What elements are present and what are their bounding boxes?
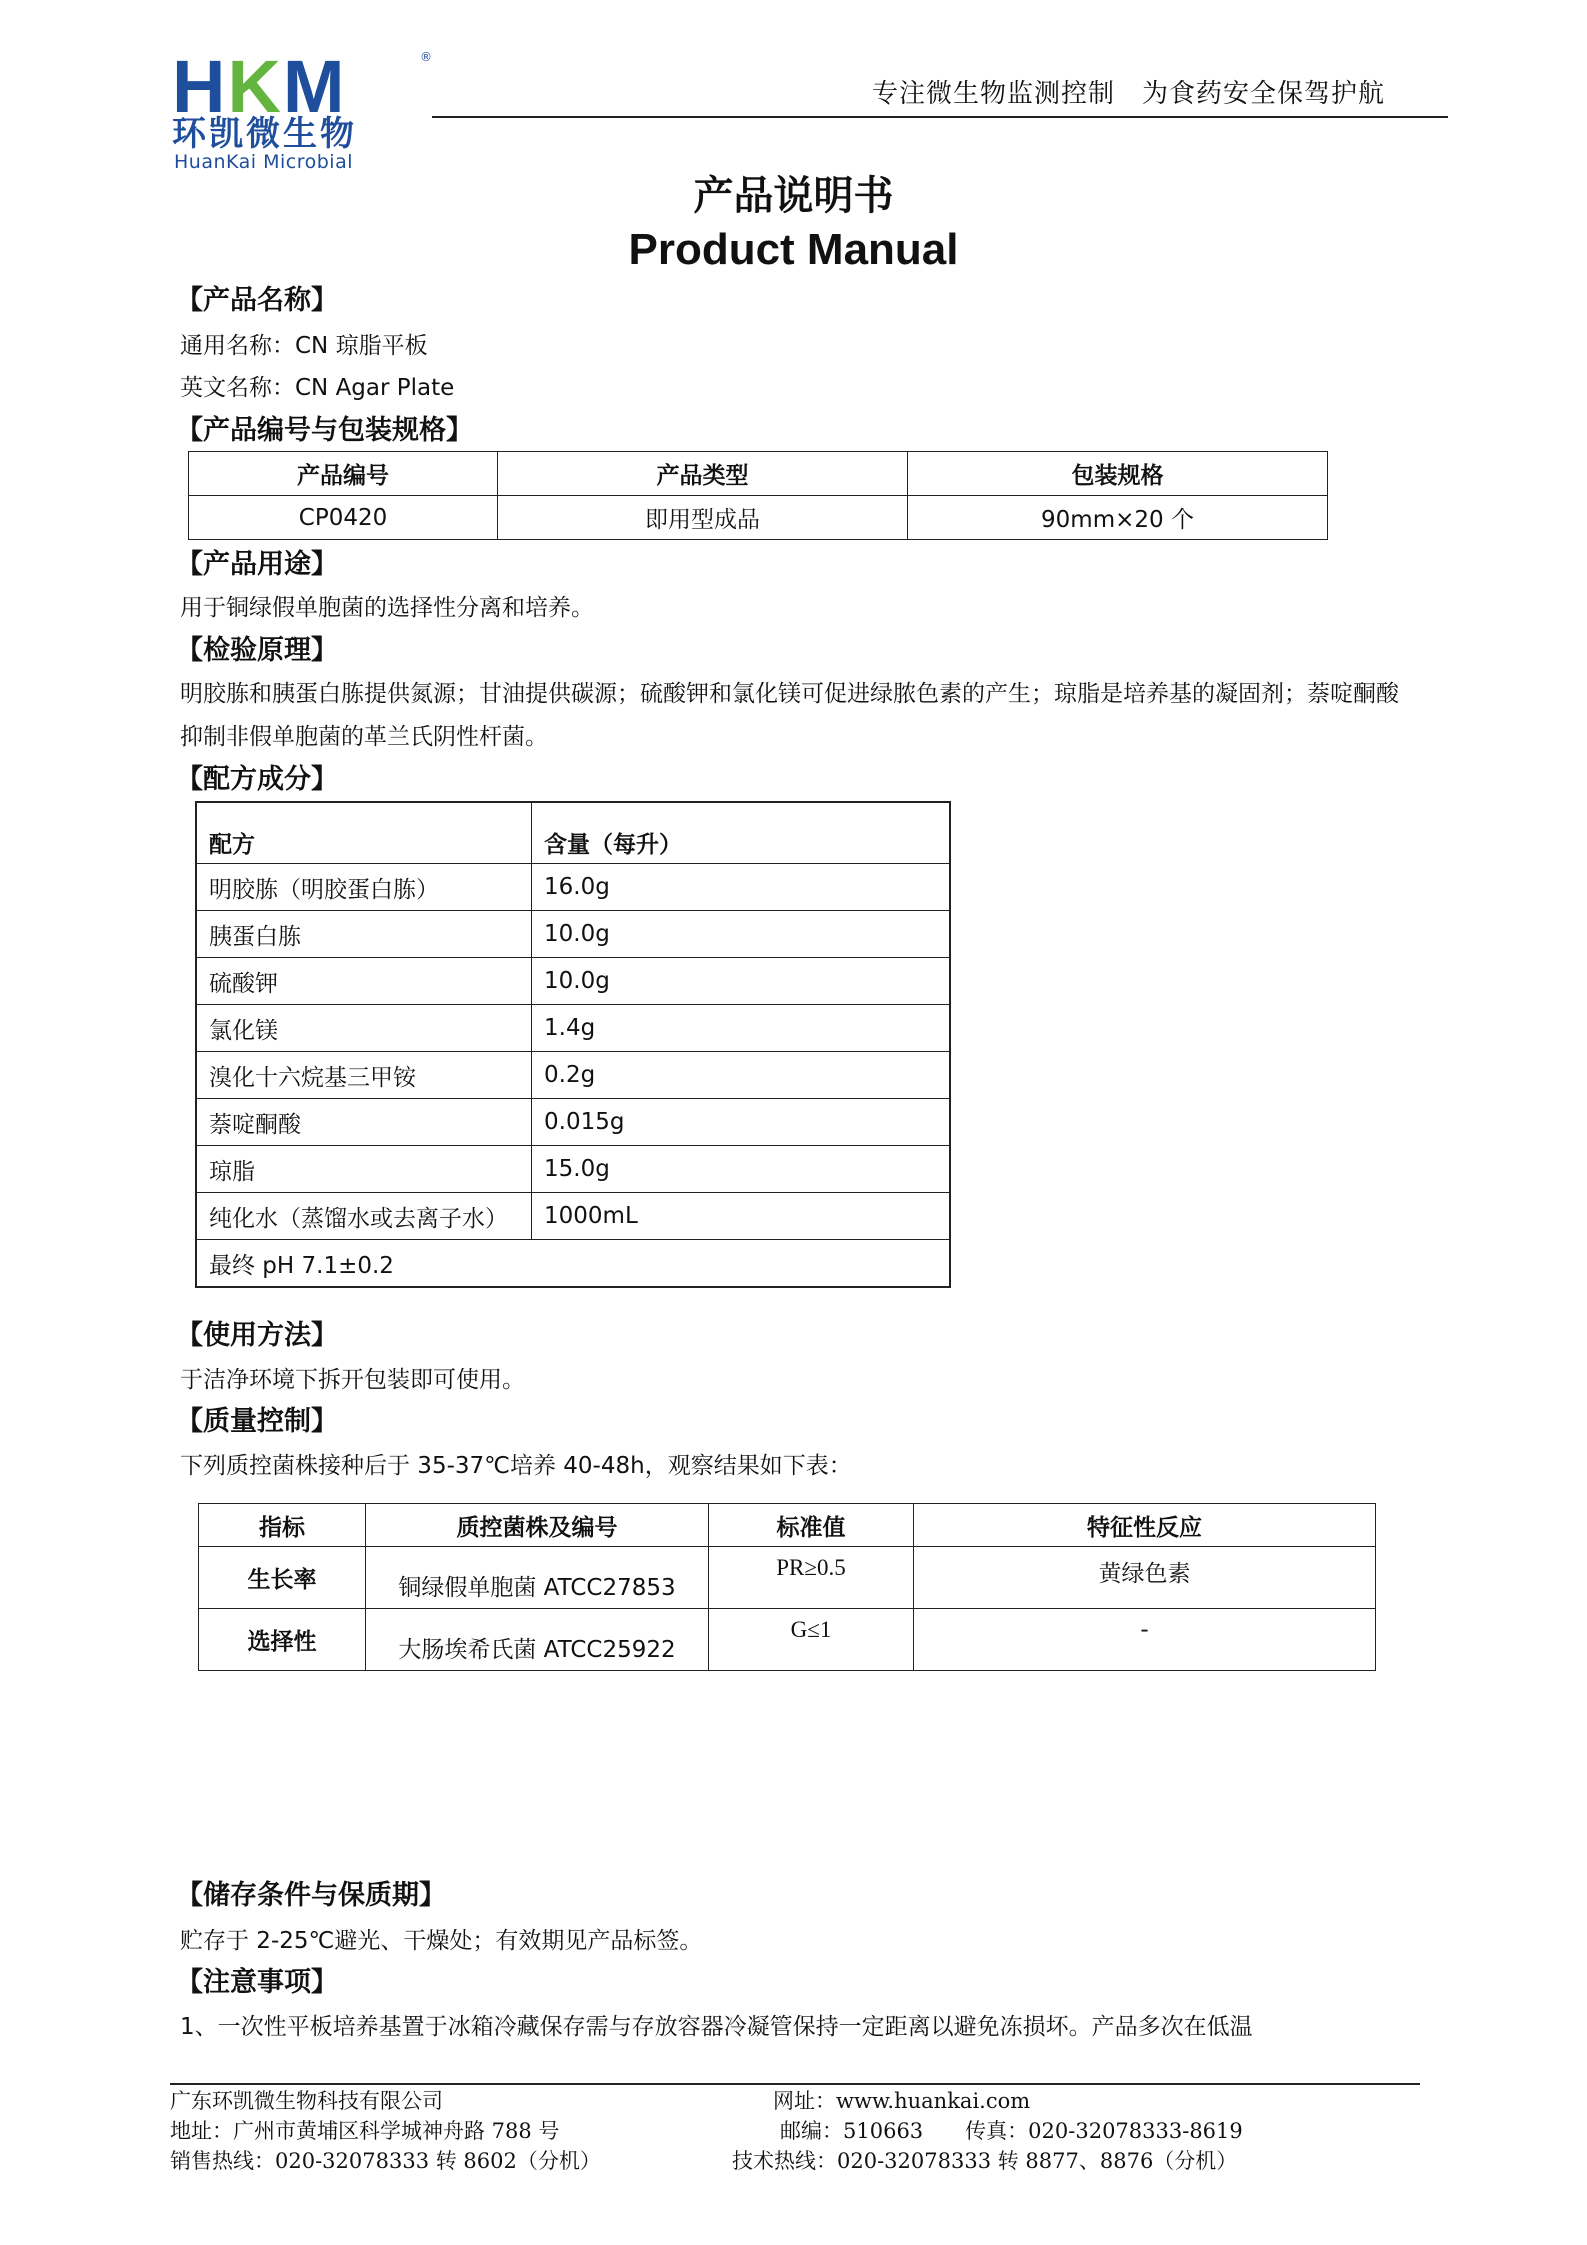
section-heading-principle: 【检验原理】 [176, 635, 338, 666]
table-header-cell: 标准值 [709, 1504, 914, 1547]
amount: 1000mL [532, 1193, 951, 1240]
section-heading-storage: 【储存条件与保质期】 [176, 1880, 446, 1911]
qc-reaction: - [914, 1609, 1376, 1671]
section-heading-usage: 【产品用途】 [176, 549, 338, 580]
table-row [196, 1099, 950, 1146]
table-header-cell: 质控菌株及编号 [366, 1504, 709, 1547]
package-spec: 90mm×20 个 [908, 496, 1328, 540]
table-row [196, 1005, 950, 1052]
qc-reaction: 黄绿色素 [914, 1547, 1376, 1609]
ingredient: 纯化水（蒸馏水或去离子水） [196, 1193, 532, 1240]
product-code: CP0420 [189, 496, 498, 540]
qc-table [198, 1503, 1376, 1671]
product-type: 即用型成品 [498, 496, 908, 540]
table-header-row [199, 1504, 1376, 1547]
table-row [196, 864, 950, 911]
footer-postcode-fax: 邮编：510663 传真：020-32078333-8619 [780, 2119, 1243, 2143]
logo-cn-name: 环凯微生物 [172, 114, 357, 154]
table-header-cell: 含量（每升） [532, 802, 951, 864]
english-name: 英文名称：CN Agar Plate [180, 375, 455, 401]
section-heading-qc: 【质量控制】 [176, 1406, 338, 1437]
title-en: Product Manual [628, 225, 959, 274]
common-name: 通用名称：CN 琼脂平板 [180, 333, 428, 359]
principle-line: 明胶胨和胰蛋白胨提供氮源；甘油提供碳源；硫酸钾和氯化镁可促进绿脓色素的产生；琼脂是培养基的凝固剂；萘啶酮酸 [180, 681, 1399, 707]
qc-indicator: 选择性 [199, 1609, 366, 1671]
header-divider [432, 116, 1448, 118]
section-heading-notes: 【注意事项】 [176, 1967, 338, 1998]
table-header-row [196, 802, 950, 864]
notes-item: 1、一次性平板培养基置于冰箱冷藏保存需与存放容器冷凝管保持一定距离以避免冻损坏。产品多次在低温 [180, 2014, 1253, 2040]
footer-divider [170, 2083, 1420, 2085]
footer-address: 地址：广州市黄埔区科学城神舟路 788 号 [170, 2119, 560, 2143]
ingredient: 萘啶酮酸 [196, 1099, 532, 1146]
usage-text: 用于铜绿假单胞菌的选择性分离和培养。 [180, 595, 594, 621]
table-header-cell: 指标 [199, 1504, 366, 1547]
amount: 0.015g [532, 1099, 951, 1146]
section-heading-formula: 【配方成分】 [176, 764, 338, 795]
amount: 15.0g [532, 1146, 951, 1193]
header-slogan: 专注微生物监测控制 为食药安全保驾护航 [872, 79, 1386, 109]
logo-letters: HKM [172, 45, 347, 128]
table-row [196, 958, 950, 1005]
qc-standard: PR≥0.5 [709, 1547, 914, 1609]
table-header-cell: 产品编号 [189, 452, 498, 496]
ingredient: 氯化镁 [196, 1005, 532, 1052]
table-row [196, 1240, 950, 1288]
table-header-cell: 特征性反应 [914, 1504, 1376, 1547]
footer-sales-hotline: 销售热线：020-32078333 转 8602（分机） [170, 2149, 601, 2173]
table-row [199, 1547, 1376, 1609]
footer-website[interactable]: 网址：www.huankai.com [773, 2089, 1031, 2113]
table-header-cell: 配方 [196, 802, 532, 864]
logo-en-name: HuanKai Microbial [174, 151, 353, 173]
qc-standard: G≤1 [709, 1609, 914, 1671]
qc-text: 下列质控菌株接种后于 35-37℃培养 40-48h，观察结果如下表： [180, 1453, 852, 1479]
footer-tech-hotline: 技术热线：020-32078333 转 8877、8876（分机） [732, 2149, 1238, 2173]
footer-company: 广东环凯微生物科技有限公司 [170, 2089, 443, 2113]
registered-mark: ® [420, 50, 432, 64]
formula-table [195, 801, 951, 1288]
qc-indicator: 生长率 [199, 1547, 366, 1609]
storage-text: 贮存于 2-25℃避光、干燥处；有效期见产品标签。 [180, 1928, 703, 1954]
table-row [196, 1193, 950, 1240]
method-text: 于洁净环境下拆开包装即可使用。 [180, 1367, 525, 1393]
ingredient: 胰蛋白胨 [196, 911, 532, 958]
final-ph: 最终 pH 7.1±0.2 [196, 1240, 950, 1288]
ingredient: 硫酸钾 [196, 958, 532, 1005]
ingredient: 明胶胨（明胶蛋白胨） [196, 864, 532, 911]
table-header-row [189, 452, 1328, 496]
ingredient: 溴化十六烷基三甲铵 [196, 1052, 532, 1099]
ingredient: 琼脂 [196, 1146, 532, 1193]
table-row [189, 496, 1328, 540]
table-header-cell: 包装规格 [908, 452, 1328, 496]
company-logo [172, 45, 442, 173]
amount: 10.0g [532, 958, 951, 1005]
table-row [199, 1609, 1376, 1671]
amount: 16.0g [532, 864, 951, 911]
section-heading-product-name: 【产品名称】 [176, 285, 338, 316]
packaging-table [188, 451, 1328, 540]
table-header-cell: 产品类型 [498, 452, 908, 496]
amount: 1.4g [532, 1005, 951, 1052]
principle-line: 抑制非假单胞菌的革兰氏阴性杆菌。 [180, 724, 548, 750]
title-cn: 产品说明书 [693, 173, 894, 219]
section-heading-method: 【使用方法】 [176, 1320, 338, 1351]
table-row [196, 1146, 950, 1193]
qc-strain: 大肠埃希氏菌 ATCC25922 [366, 1609, 709, 1671]
amount: 10.0g [532, 911, 951, 958]
table-row [196, 1052, 950, 1099]
section-heading-packaging: 【产品编号与包装规格】 [176, 415, 473, 446]
amount: 0.2g [532, 1052, 951, 1099]
table-row [196, 911, 950, 958]
qc-strain: 铜绿假单胞菌 ATCC27853 [366, 1547, 709, 1609]
